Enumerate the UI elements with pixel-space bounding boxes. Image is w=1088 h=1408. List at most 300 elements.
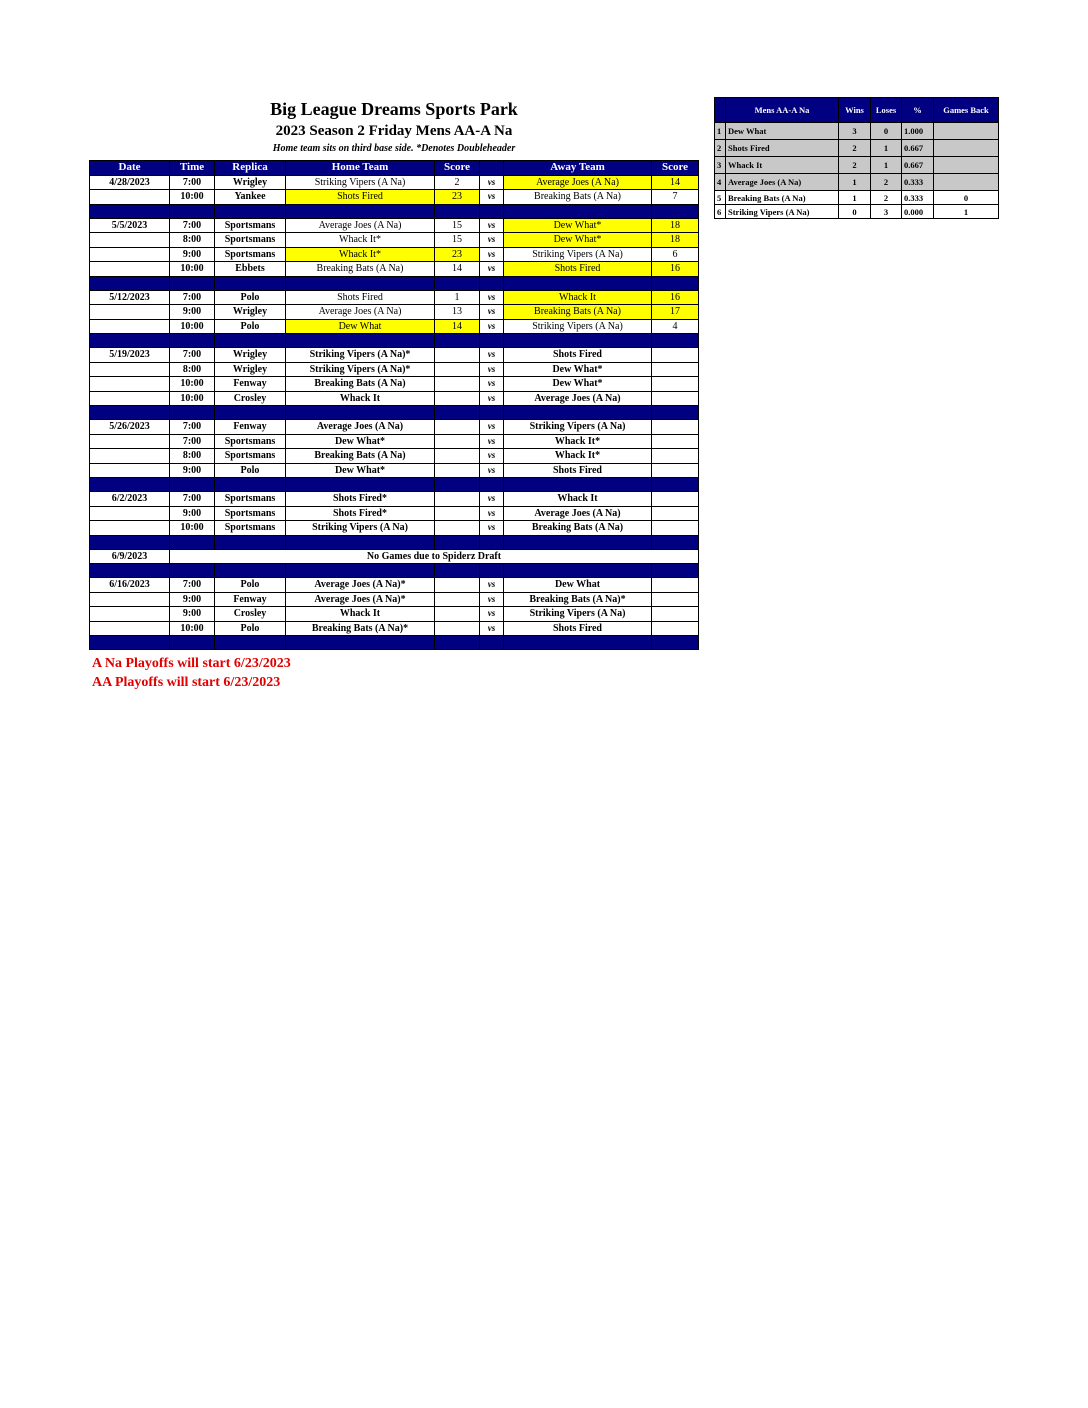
- separator-cell: [480, 334, 504, 348]
- separator-cell: [215, 276, 286, 290]
- away-score: [652, 463, 699, 478]
- home-team: Shots Fired*: [286, 506, 435, 521]
- schedule-row: [90, 362, 699, 377]
- week-separator: [90, 334, 699, 348]
- game-date: [90, 247, 170, 262]
- home-score: 2: [435, 175, 480, 190]
- game-date: [90, 377, 170, 392]
- home-team: Average Joes (A Na)*: [286, 592, 435, 607]
- game-field: Sportsmans: [215, 218, 286, 233]
- game-time: 10:00: [170, 262, 215, 277]
- home-team: Striking Vipers (A Na)*: [286, 348, 435, 363]
- separator-cell: [90, 636, 170, 650]
- game-field: Fenway: [215, 592, 286, 607]
- schedule-row: [90, 578, 699, 593]
- game-time: 10:00: [170, 319, 215, 334]
- game-date: [90, 190, 170, 205]
- standings-team: Whack It: [726, 157, 839, 174]
- vs-label: vs: [480, 391, 504, 406]
- separator-cell: [170, 204, 215, 218]
- separator-cell: [90, 334, 170, 348]
- game-field: Sportsmans: [215, 521, 286, 536]
- game-date: 6/16/2023: [90, 578, 170, 593]
- away-score: 14: [652, 175, 699, 190]
- standings-col-games-back: Games Back: [934, 98, 999, 123]
- game-field: Fenway: [215, 420, 286, 435]
- playoffs-note-a-na: A Na Playoffs will start 6/23/2023: [92, 656, 291, 671]
- schedule-row: [90, 621, 699, 636]
- standings-header-row: [715, 98, 999, 123]
- vs-label: vs: [480, 233, 504, 248]
- game-date: 5/12/2023: [90, 290, 170, 305]
- game-time: 9:00: [170, 463, 215, 478]
- game-field: Sportsmans: [215, 247, 286, 262]
- away-team: Shots Fired: [504, 348, 652, 363]
- game-date: 6/9/2023: [90, 549, 170, 564]
- standings-games-back: 1: [934, 205, 999, 219]
- separator-cell: [435, 478, 480, 492]
- separator-cell: [652, 535, 699, 549]
- separator-cell: [170, 406, 215, 420]
- game-field: Sportsmans: [215, 506, 286, 521]
- home-team: Average Joes (A Na)*: [286, 578, 435, 593]
- schedule-row: [90, 449, 699, 464]
- away-team: Shots Fired: [504, 262, 652, 277]
- game-time: 8:00: [170, 362, 215, 377]
- col-time: Time: [170, 161, 215, 176]
- standings-pct: 1.000: [902, 123, 934, 140]
- away-team: Whack It: [504, 492, 652, 507]
- standings-row: [715, 157, 999, 174]
- schedule-row: [90, 190, 699, 205]
- home-team: Striking Vipers (A Na)*: [286, 362, 435, 377]
- away-team: Whack It: [504, 290, 652, 305]
- game-date: [90, 521, 170, 536]
- away-score: 6: [652, 247, 699, 262]
- schedule-table: [89, 160, 699, 650]
- home-score: [435, 362, 480, 377]
- schedule-row: [90, 521, 699, 536]
- schedule-header-row: [90, 161, 699, 176]
- game-date: 4/28/2023: [90, 175, 170, 190]
- home-score: 23: [435, 190, 480, 205]
- home-team: Average Joes (A Na): [286, 420, 435, 435]
- separator-cell: [215, 535, 286, 549]
- away-team: Average Joes (A Na): [504, 506, 652, 521]
- standings-pct: 0.333: [902, 191, 934, 205]
- page-title: Big League Dreams Sports Park: [270, 99, 518, 119]
- standings-loses: 1: [871, 157, 902, 174]
- game-field: Sportsmans: [215, 434, 286, 449]
- away-score: 4: [652, 319, 699, 334]
- game-field: Crosley: [215, 607, 286, 622]
- separator-cell: [215, 406, 286, 420]
- separator-cell: [652, 406, 699, 420]
- home-score: [435, 621, 480, 636]
- standings-col-team: Mens AA-A Na: [726, 98, 839, 123]
- away-team: Breaking Bats (A Na)*: [504, 592, 652, 607]
- game-date: [90, 434, 170, 449]
- standings-loses: 3: [871, 205, 902, 219]
- home-team: Shots Fired*: [286, 492, 435, 507]
- away-score: [652, 348, 699, 363]
- game-field: Polo: [215, 319, 286, 334]
- separator-cell: [170, 276, 215, 290]
- schedule-row: [90, 506, 699, 521]
- standings-rank: 6: [715, 205, 726, 219]
- vs-label: vs: [480, 449, 504, 464]
- game-time: 10:00: [170, 190, 215, 205]
- away-team: Striking Vipers (A Na): [504, 247, 652, 262]
- away-team: Shots Fired: [504, 621, 652, 636]
- separator-cell: [504, 334, 652, 348]
- schedule-row: [90, 463, 699, 478]
- home-score: [435, 578, 480, 593]
- home-score: [435, 348, 480, 363]
- away-team: Dew What*: [504, 377, 652, 392]
- away-score: [652, 377, 699, 392]
- separator-cell: [435, 406, 480, 420]
- separator-cell: [480, 636, 504, 650]
- separator-cell: [504, 406, 652, 420]
- page-subtitle: 2023 Season 2 Friday Mens AA-A Na: [275, 123, 513, 139]
- home-score: [435, 607, 480, 622]
- separator-cell: [435, 564, 480, 578]
- game-time: 7:00: [170, 434, 215, 449]
- game-time: 8:00: [170, 449, 215, 464]
- week-separator: [90, 204, 699, 218]
- game-date: [90, 449, 170, 464]
- home-team: Whack It*: [286, 233, 435, 248]
- home-team: Dew What*: [286, 463, 435, 478]
- away-score: [652, 434, 699, 449]
- home-score: [435, 592, 480, 607]
- separator-cell: [480, 535, 504, 549]
- week-separator: [90, 478, 699, 492]
- standings-wins: 3: [839, 123, 871, 140]
- game-field: Wrigley: [215, 175, 286, 190]
- away-score: [652, 506, 699, 521]
- away-score: [652, 592, 699, 607]
- home-score: 13: [435, 305, 480, 320]
- game-time: 8:00: [170, 233, 215, 248]
- game-date: [90, 233, 170, 248]
- game-time: 7:00: [170, 175, 215, 190]
- game-time: 9:00: [170, 506, 215, 521]
- separator-cell: [504, 478, 652, 492]
- game-field: Wrigley: [215, 362, 286, 377]
- home-score: [435, 391, 480, 406]
- separator-cell: [286, 636, 435, 650]
- standings-rank: 4: [715, 174, 726, 191]
- game-date: 5/19/2023: [90, 348, 170, 363]
- separator-cell: [286, 334, 435, 348]
- standings-wins: 2: [839, 140, 871, 157]
- home-score: [435, 420, 480, 435]
- standings-col-rank: [715, 98, 726, 123]
- game-field: Polo: [215, 290, 286, 305]
- standings-team: Dew What: [726, 123, 839, 140]
- home-team: Dew What: [286, 319, 435, 334]
- away-score: 16: [652, 262, 699, 277]
- home-team: Shots Fired: [286, 290, 435, 305]
- game-time: 7:00: [170, 492, 215, 507]
- schedule-row: [90, 549, 699, 564]
- game-date: [90, 621, 170, 636]
- separator-cell: [504, 564, 652, 578]
- col-away-team: Away Team: [504, 161, 652, 176]
- schedule-note: Home team sits on third base side. *Denotes Doubleheader: [272, 143, 516, 154]
- away-score: 17: [652, 305, 699, 320]
- separator-cell: [286, 564, 435, 578]
- game-date: [90, 305, 170, 320]
- home-team: Whack It: [286, 607, 435, 622]
- schedule-row: [90, 218, 699, 233]
- vs-label: vs: [480, 262, 504, 277]
- schedule-row: [90, 420, 699, 435]
- game-time: 9:00: [170, 247, 215, 262]
- away-team: Striking Vipers (A Na): [504, 420, 652, 435]
- col-date: Date: [90, 161, 170, 176]
- separator-cell: [652, 204, 699, 218]
- away-team: Dew What: [504, 578, 652, 593]
- game-time: 10:00: [170, 391, 215, 406]
- separator-cell: [90, 478, 170, 492]
- separator-cell: [286, 406, 435, 420]
- home-team: Breaking Bats (A Na): [286, 262, 435, 277]
- game-field: Yankee: [215, 190, 286, 205]
- schedule-row: [90, 305, 699, 320]
- away-score: [652, 607, 699, 622]
- game-time: 9:00: [170, 607, 215, 622]
- schedule-row: [90, 348, 699, 363]
- week-separator: [90, 406, 699, 420]
- home-score: [435, 492, 480, 507]
- home-team: Whack It: [286, 391, 435, 406]
- home-team: Dew What*: [286, 434, 435, 449]
- home-team: Breaking Bats (A Na): [286, 449, 435, 464]
- away-team: Whack It*: [504, 449, 652, 464]
- vs-label: vs: [480, 578, 504, 593]
- game-date: 6/2/2023: [90, 492, 170, 507]
- standings-pct: 0.667: [902, 140, 934, 157]
- separator-cell: [480, 564, 504, 578]
- separator-cell: [286, 276, 435, 290]
- vs-label: vs: [480, 305, 504, 320]
- separator-cell: [90, 276, 170, 290]
- standings-pct: 0.333: [902, 174, 934, 191]
- home-score: [435, 377, 480, 392]
- game-field: Ebbets: [215, 262, 286, 277]
- vs-label: vs: [480, 420, 504, 435]
- standings-loses: 2: [871, 191, 902, 205]
- vs-label: vs: [480, 175, 504, 190]
- schedule-row: [90, 434, 699, 449]
- vs-label: vs: [480, 319, 504, 334]
- home-score: [435, 434, 480, 449]
- separator-cell: [286, 478, 435, 492]
- game-field: Sportsmans: [215, 492, 286, 507]
- vs-label: vs: [480, 362, 504, 377]
- home-team: Breaking Bats (A Na): [286, 377, 435, 392]
- away-team: Dew What*: [504, 218, 652, 233]
- vs-label: vs: [480, 506, 504, 521]
- separator-cell: [90, 204, 170, 218]
- game-date: 5/26/2023: [90, 420, 170, 435]
- game-field: Sportsmans: [215, 233, 286, 248]
- separator-cell: [504, 204, 652, 218]
- col-vs: [480, 161, 504, 176]
- away-score: [652, 362, 699, 377]
- vs-label: vs: [480, 607, 504, 622]
- game-date: [90, 463, 170, 478]
- standings-pct: 0.667: [902, 157, 934, 174]
- away-team: Breaking Bats (A Na): [504, 305, 652, 320]
- away-team: Dew What*: [504, 362, 652, 377]
- schedule-row: [90, 592, 699, 607]
- vs-label: vs: [480, 463, 504, 478]
- separator-cell: [652, 334, 699, 348]
- away-team: Average Joes (A Na): [504, 391, 652, 406]
- game-time: 9:00: [170, 305, 215, 320]
- game-date: [90, 391, 170, 406]
- home-score: 14: [435, 262, 480, 277]
- schedule-row: [90, 492, 699, 507]
- separator-cell: [504, 535, 652, 549]
- separator-cell: [435, 334, 480, 348]
- standings-games-back: 0: [934, 191, 999, 205]
- away-team: Average Joes (A Na): [504, 175, 652, 190]
- standings-wins: 1: [839, 174, 871, 191]
- standings-loses: 0: [871, 123, 902, 140]
- separator-cell: [480, 406, 504, 420]
- schedule-row: [90, 607, 699, 622]
- separator-cell: [652, 276, 699, 290]
- standings-row: [715, 140, 999, 157]
- vs-label: vs: [480, 290, 504, 305]
- away-score: 18: [652, 233, 699, 248]
- standings-loses: 1: [871, 140, 902, 157]
- separator-cell: [170, 334, 215, 348]
- standings-rank: 3: [715, 157, 726, 174]
- game-field: Wrigley: [215, 348, 286, 363]
- separator-cell: [480, 478, 504, 492]
- vs-label: vs: [480, 218, 504, 233]
- standings-rank: 5: [715, 191, 726, 205]
- away-score: 16: [652, 290, 699, 305]
- separator-cell: [90, 406, 170, 420]
- playoffs-note-aa: AA Playoffs will start 6/23/2023: [92, 675, 281, 690]
- standings-games-back: [934, 140, 999, 157]
- away-score: [652, 621, 699, 636]
- game-date: [90, 262, 170, 277]
- separator-cell: [504, 636, 652, 650]
- home-team: Breaking Bats (A Na)*: [286, 621, 435, 636]
- vs-label: vs: [480, 492, 504, 507]
- away-score: [652, 420, 699, 435]
- standings-wins: 0: [839, 205, 871, 219]
- home-score: [435, 521, 480, 536]
- standings-col-wins: Wins: [839, 98, 871, 123]
- away-score: [652, 391, 699, 406]
- home-score: 1: [435, 290, 480, 305]
- schedule-row: [90, 290, 699, 305]
- schedule-row: [90, 247, 699, 262]
- standings-wins: 2: [839, 157, 871, 174]
- vs-label: vs: [480, 434, 504, 449]
- standings-team: Striking Vipers (A Na): [726, 205, 839, 219]
- schedule-row: [90, 391, 699, 406]
- standings-wins: 1: [839, 191, 871, 205]
- standings-games-back: [934, 123, 999, 140]
- home-score: [435, 506, 480, 521]
- home-score: 23: [435, 247, 480, 262]
- home-score: [435, 463, 480, 478]
- away-team: Striking Vipers (A Na): [504, 607, 652, 622]
- away-score: [652, 492, 699, 507]
- away-team: Striking Vipers (A Na): [504, 319, 652, 334]
- home-score: [435, 449, 480, 464]
- game-field: Polo: [215, 578, 286, 593]
- game-time: 7:00: [170, 218, 215, 233]
- game-field: Fenway: [215, 377, 286, 392]
- standings-team: Shots Fired: [726, 140, 839, 157]
- col-home-team: Home Team: [286, 161, 435, 176]
- vs-label: vs: [480, 348, 504, 363]
- separator-cell: [215, 204, 286, 218]
- away-team: Breaking Bats (A Na): [504, 190, 652, 205]
- home-team: Striking Vipers (A Na): [286, 175, 435, 190]
- separator-cell: [435, 204, 480, 218]
- schedule-row: [90, 319, 699, 334]
- separator-cell: [170, 636, 215, 650]
- vs-label: vs: [480, 621, 504, 636]
- separator-cell: [286, 535, 435, 549]
- away-team: Dew What*: [504, 233, 652, 248]
- home-score: 15: [435, 218, 480, 233]
- standings-row: [715, 174, 999, 191]
- game-date: [90, 319, 170, 334]
- standings-row: [715, 205, 999, 219]
- col-away-score: Score: [652, 161, 699, 176]
- game-field: Sportsmans: [215, 449, 286, 464]
- separator-cell: [215, 636, 286, 650]
- standings-team: Breaking Bats (A Na): [726, 191, 839, 205]
- game-time: 10:00: [170, 377, 215, 392]
- col-home-score: Score: [435, 161, 480, 176]
- game-date: 5/5/2023: [90, 218, 170, 233]
- week-separator: [90, 276, 699, 290]
- separator-cell: [170, 564, 215, 578]
- home-team: Whack It*: [286, 247, 435, 262]
- separator-cell: [504, 276, 652, 290]
- game-time: 9:00: [170, 592, 215, 607]
- game-time: 7:00: [170, 578, 215, 593]
- vs-label: vs: [480, 377, 504, 392]
- home-team: Average Joes (A Na): [286, 305, 435, 320]
- separator-cell: [170, 535, 215, 549]
- separator-cell: [435, 636, 480, 650]
- standings-team: Average Joes (A Na): [726, 174, 839, 191]
- schedule-row: [90, 262, 699, 277]
- separator-cell: [652, 478, 699, 492]
- separator-cell: [215, 334, 286, 348]
- vs-label: vs: [480, 247, 504, 262]
- standings-games-back: [934, 157, 999, 174]
- no-games-note: No Games due to Spiderz Draft: [170, 549, 699, 564]
- schedule-row: [90, 233, 699, 248]
- separator-cell: [286, 204, 435, 218]
